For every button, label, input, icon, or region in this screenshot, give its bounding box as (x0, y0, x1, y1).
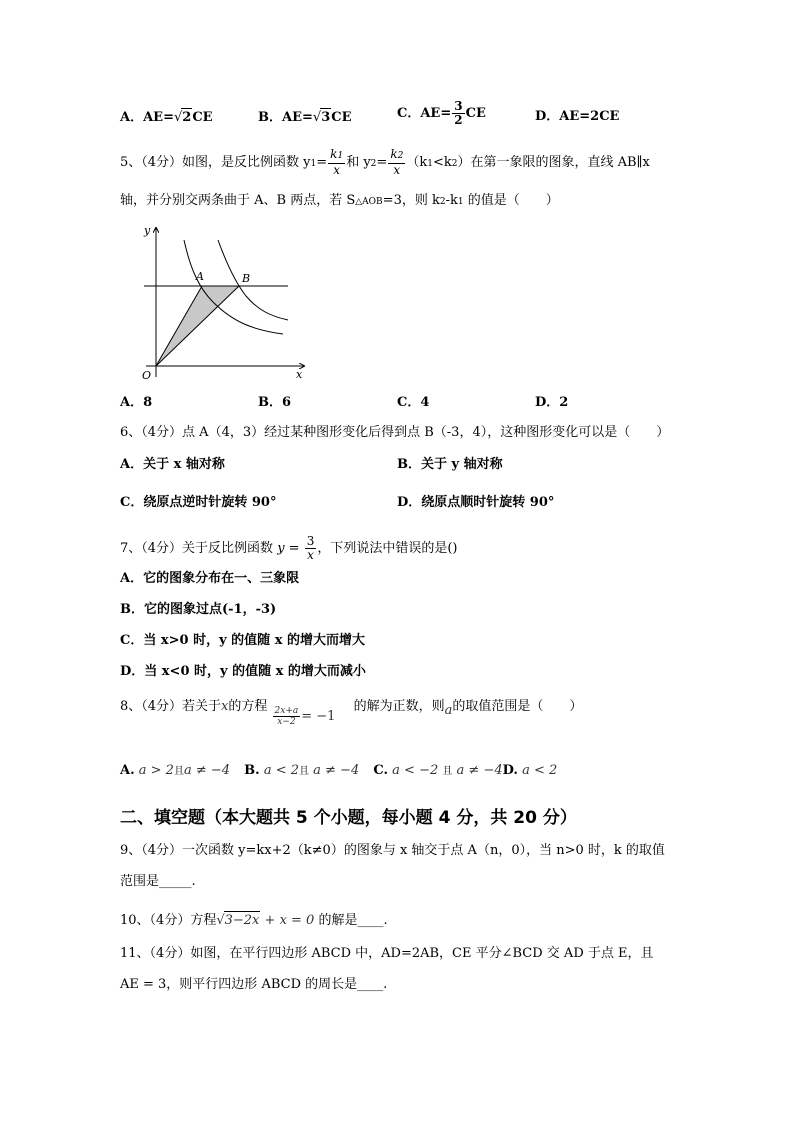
q6-option-c: C．绕原点逆时针旋转 90° (120, 495, 277, 510)
q4-option-a: A．AE=√2CE (120, 110, 213, 125)
q6-option-d: D．绕原点顺时针旋转 90° (397, 495, 555, 510)
q5-option-b: B．6 (258, 395, 292, 410)
q5-graph (138, 222, 308, 384)
q7-stem: 7、（4分）关于反比例函数 y = $\frac{3}{x}$ ，下列说法中错误的是() (120, 534, 458, 562)
y-label: y (144, 224, 151, 237)
point-b-label: B (242, 272, 251, 285)
q4-option-c: C．AE= $\frac{3}{2}$ CE (397, 99, 486, 127)
q7-option-c: C．当 x>0 时，y 的值随 x 的增大而增大 (120, 633, 365, 648)
q10-stem: 10、（4分）方程√3−2x + x = 0 的解是____. (120, 913, 388, 928)
q5-option-c: C．4 (397, 395, 430, 410)
shaded-triangle (156, 286, 239, 366)
q11-line2: AE = 3，则平行四边形 ABCD 的周长是____. (120, 977, 388, 992)
q5-stem-line2: 轴，并分别交两条曲于 A、B 两点，若 S△AOB=3，则 k2-k1 的值是（ ） (120, 193, 559, 208)
origin-label: O (142, 369, 152, 382)
q4-option-b: B．AE=√3CE (258, 110, 352, 125)
q9-line2: 范围是_____. (120, 874, 196, 889)
q8-options: A. a > 2且a ≠ −4 B. a < 2且 a ≠ −4 C. a < −2 且 a ≠ −4D. a < 2 (120, 763, 558, 778)
q4-option-d: D．AE=2CE (535, 109, 620, 124)
q7-option-b: B．它的图象过点(-1，-3) (120, 602, 277, 617)
x-label: x (296, 368, 303, 381)
q11-line1: 11、（4分）如图，在平行四边形 ABCD 中，AD=2AB，CE 平分∠BCD 交 AD 于点 E，且 (120, 946, 654, 961)
section-heading: 二、填空题（本大题共 5 个小题，每小题 4 分，共 20 分） (120, 808, 577, 828)
q7-option-d: D．当 x<0 时，y 的值随 x 的增大而减小 (120, 664, 366, 679)
q7-option-a: A．它的图象分布在一、三象限 (120, 571, 300, 586)
q6-option-b: B．关于 y 轴对称 (397, 457, 503, 472)
q8-stem: 8、（4分）若关于x的方程 $\frac{2x+a}{x-2}$ = −1 的解为正数，则a的取值范围是（ ） (120, 699, 583, 727)
q6-stem: 6、（4分）点 A（4，3）经过某种图形变化后得到点 B（-3，4），这种图形变化可以是（ ） (120, 425, 670, 440)
q9-line1: 9、（4分）一次函数 y=kx+2（k≠0）的图象与 x 轴交于点 A（n，0），当 n>0 时，k 的取值 (120, 843, 665, 858)
point-a-label: A (196, 270, 204, 283)
q6-option-a: A．关于 x 轴对称 (120, 457, 225, 472)
q5-option-a: A．8 (120, 395, 153, 410)
q5-stem-line1: 5、（4分）如图，是反比例函数 y1= $\frac{k1}{x}$ 和 y2= $\frac{k2}{x}$ （k1<k2）在第一象限的图象，直线 AB∥x (120, 147, 650, 177)
curve-y2 (218, 240, 288, 320)
q5-option-d: D．2 (535, 395, 569, 410)
